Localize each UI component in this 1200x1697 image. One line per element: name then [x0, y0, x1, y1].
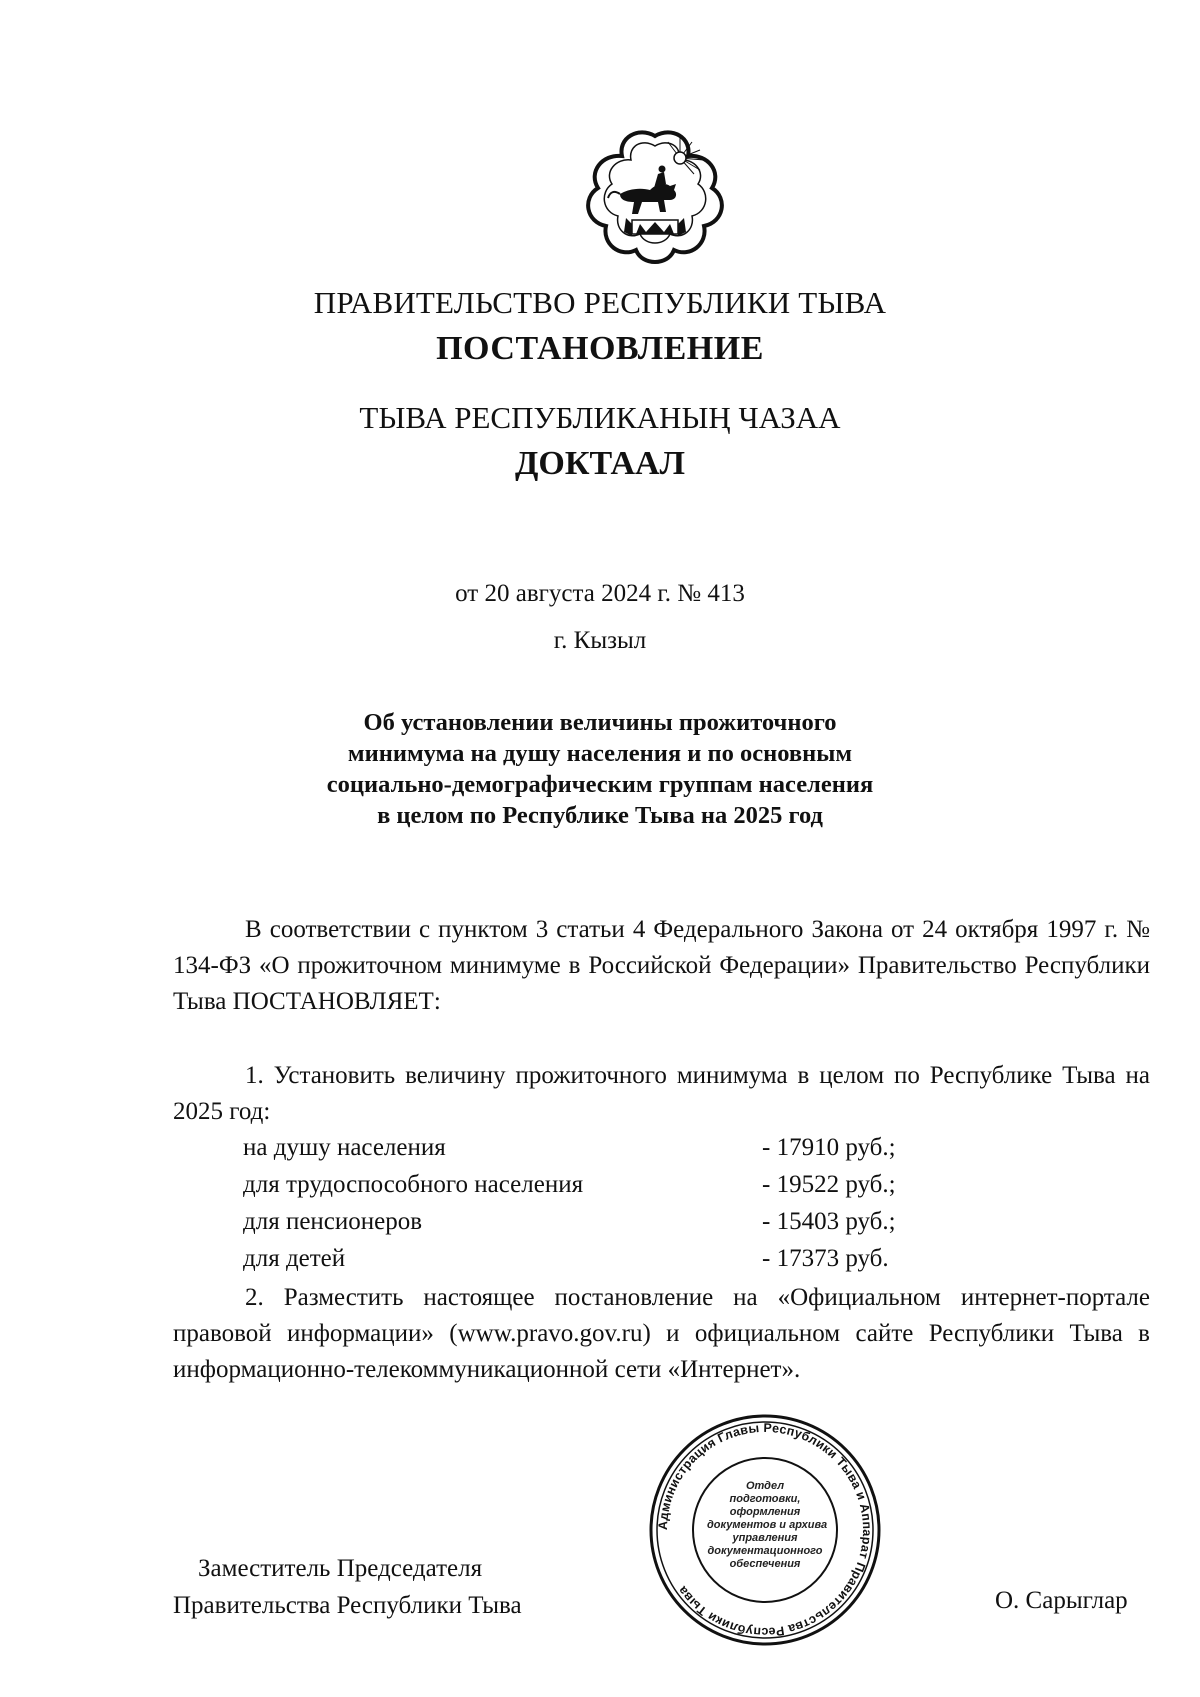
- subject-line: в целом по Республике Тыва на 2025 год: [377, 802, 823, 829]
- amount-label: для детей: [243, 1245, 346, 1272]
- stamp-line: подготовки,: [729, 1493, 801, 1505]
- subject-line: социально-демографическим группам населения: [326, 771, 874, 798]
- stamp-line: обеспечения: [729, 1558, 801, 1570]
- amount-label: для пенсионеров: [243, 1208, 423, 1235]
- amount-row: [243, 1129, 943, 1166]
- signer-position-line: Заместитель Председателя: [198, 1555, 483, 1582]
- signer-position: [173, 1550, 522, 1624]
- stamp-line: оформления: [729, 1506, 801, 1518]
- tuva-emblem-icon: [580, 128, 730, 268]
- amount-row: [243, 1240, 943, 1277]
- subject-line: Об установлении величины прожиточного: [363, 709, 837, 736]
- amount-value: - 19522 руб.;: [762, 1171, 896, 1198]
- item-1-paragraph: 1. Установить величину прожиточного минимума в целом по Республике Тыва на 2025 год:: [173, 1062, 1150, 1125]
- document-type-tyvan: ДОКТААЛ: [515, 445, 685, 482]
- stamp-line: документов и архива: [707, 1519, 828, 1531]
- preamble-paragraph: В соответствии с пунктом 3 статьи 4 Федерального Закона от 24 октября 1997 г. № 134-ФЗ «О прожиточном минимуме в Российской Федерации» Правительство Республики Тыва ПОСТАНОВЛЯЕТ:: [173, 916, 1150, 1015]
- amount-value: - 17373 руб.: [762, 1245, 889, 1272]
- official-stamp: [645, 1410, 885, 1650]
- signer-position-line: Правительства Республики Тыва: [173, 1592, 522, 1619]
- signer-name: О. Сарыглар: [995, 1587, 1128, 1614]
- date-and-number: от 20 августа 2024 г. № 413: [455, 580, 745, 607]
- stamp-line: документационного: [707, 1545, 823, 1557]
- city: г. Кызыл: [553, 627, 647, 654]
- government-title-tyvan: ТЫВА РЕСПУБЛИКАНЫҢ ЧАЗАА: [359, 400, 841, 435]
- amount-row: [243, 1166, 943, 1203]
- stamp-center-text: [707, 1480, 828, 1571]
- item-2-paragraph: 2. Разместить настоящее постановление на «Официальном интернет-портале правовой информации» (www.pravo.gov.ru) и официальном сайте Республики Тыва в информационно-телекоммуникационной сети «Интернет».: [173, 1284, 1150, 1383]
- amount-value: - 17910 руб.;: [762, 1134, 896, 1161]
- stamp-line: управления: [732, 1532, 798, 1544]
- stamp-line: Отдел: [745, 1480, 785, 1492]
- subject-line: минимума на душу населения и по основным: [347, 740, 853, 767]
- amount-label: на душу населения: [243, 1134, 446, 1161]
- subsistence-amounts-list: [243, 1129, 943, 1277]
- amount-row: [243, 1203, 943, 1240]
- document-subject: [300, 707, 900, 831]
- stamp-ring-text: Администрация Главы Республики Тыва и Аппарат Правительства Республики Тыва: [655, 1420, 875, 1640]
- government-title: ПРАВИТЕЛЬСТВО РЕСПУБЛИКИ ТЫВА: [313, 285, 887, 320]
- amount-value: - 15403 руб.;: [762, 1208, 896, 1235]
- document-type: ПОСТАНОВЛЕНИЕ: [436, 330, 764, 367]
- amount-label: для трудоспособного населения: [243, 1171, 584, 1198]
